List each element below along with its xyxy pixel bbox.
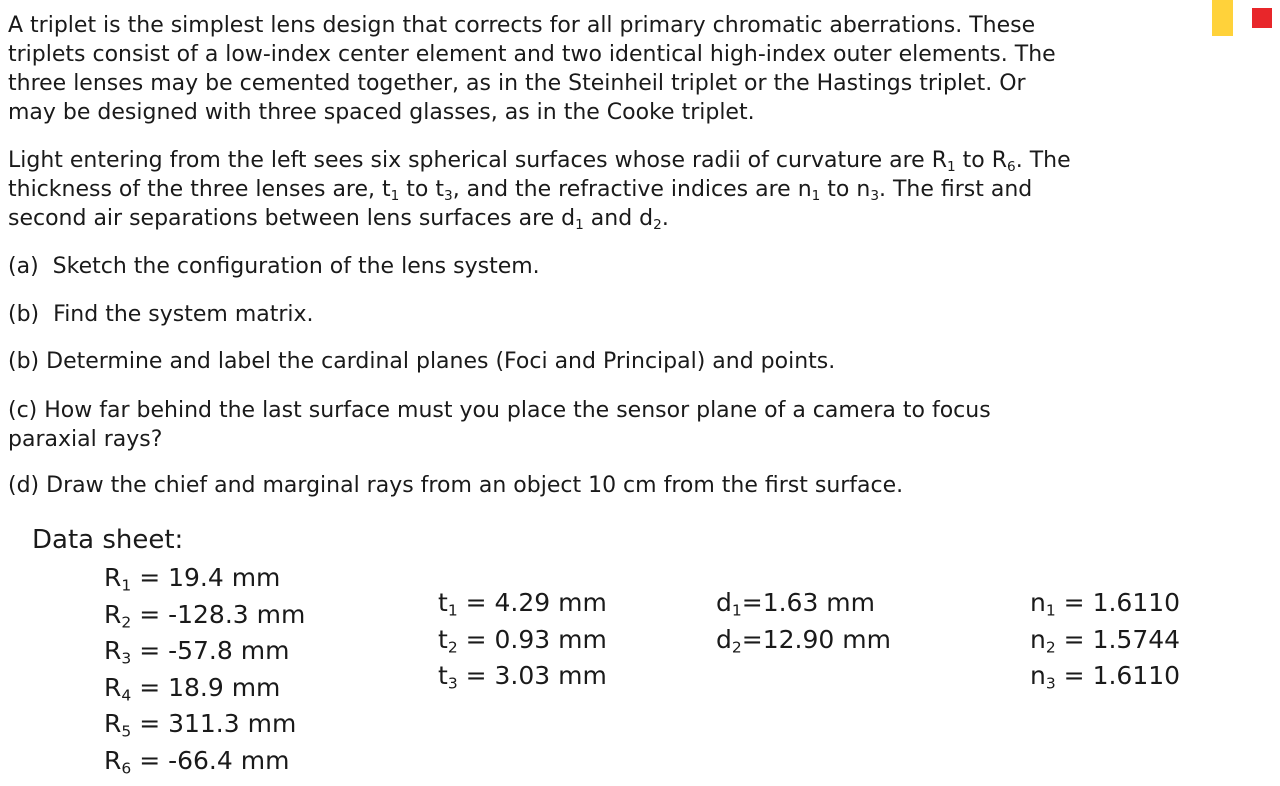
red-accent-square — [1252, 8, 1272, 28]
index-column — [1030, 585, 1180, 695]
thickness-column — [438, 585, 607, 695]
yellow-accent-bar — [1212, 0, 1233, 36]
radius-r4: $R_4 = 18.9$ mm — [104, 672, 281, 705]
radius-r2: $R_2 = -128.3$ mm — [104, 599, 306, 632]
radius-r5: $R_5 = 311.3$ mm — [104, 709, 297, 741]
index-n3: $n_3 = 1.6110$ — [1030, 661, 1181, 693]
intro-line-2: triplets consist of a low-index center element and two identical high-index outer elements. The — [8, 42, 1056, 67]
radius-r6: $R_6 = -66.4$ mm — [104, 745, 290, 778]
question-a: (a) Sketch the configuration of the lens system. — [8, 254, 540, 279]
question-c: (c) How far behind the last surface must you place the sensor plane of a camera to focus — [8, 398, 991, 423]
setup-line-2: thickness of the three lenses are, $t_1$ to $t_3$, and the refractive indices are $n_1$ to $n_3$. The first and — [8, 177, 1033, 205]
thickness-t1: $t_1 = 4.29$ mm — [438, 588, 607, 620]
setup-line-1: Light entering from the left sees six spherical surfaces whose radii of curvature are $R_1$ to $R_6$. The — [8, 148, 1071, 176]
separation-column — [716, 585, 891, 658]
intro-line-4: may be designed with three spaced glasses, as in the Cooke triplet. — [8, 100, 755, 125]
thickness-t2: $t_2 = 0.93$ mm — [438, 624, 607, 657]
setup-line-3: second air separations between lens surfaces are $d_1$ and $d_2$. — [8, 206, 669, 234]
radii-column — [104, 560, 305, 779]
separation-d2: $d_2=12.90$ mm — [716, 624, 891, 657]
radius-r3: $R_3 = -57.8$ mm — [104, 636, 290, 668]
question-b2: (b) Determine and label the cardinal planes (Foci and Principal) and points. — [8, 349, 836, 374]
question-b: (b) Find the system matrix. — [8, 302, 314, 327]
separation-d1: $d_1=1.63$ mm — [716, 588, 876, 620]
data-sheet-title: Data sheet: — [32, 525, 184, 555]
thickness-t3: $t_3 = 3.03$ mm — [438, 661, 607, 693]
question-c-continued: paraxial rays? — [8, 427, 163, 452]
index-n1: $n_1 = 1.6110$ — [1030, 588, 1181, 620]
question-d: (d) Draw the chief and marginal rays from an object 10 cm from the first surface. — [8, 473, 904, 498]
intro-line-3: three lenses may be cemented together, as in the Steinheil triplet or the Hastings triplet. Or — [8, 71, 1026, 96]
radius-r1: $R_1 = 19.4$ mm — [104, 563, 281, 595]
intro-line-1: A triplet is the simplest lens design that corrects for all primary chromatic aberrations. These — [8, 13, 1036, 38]
index-n2: $n_2 = 1.5744$ — [1030, 624, 1181, 657]
